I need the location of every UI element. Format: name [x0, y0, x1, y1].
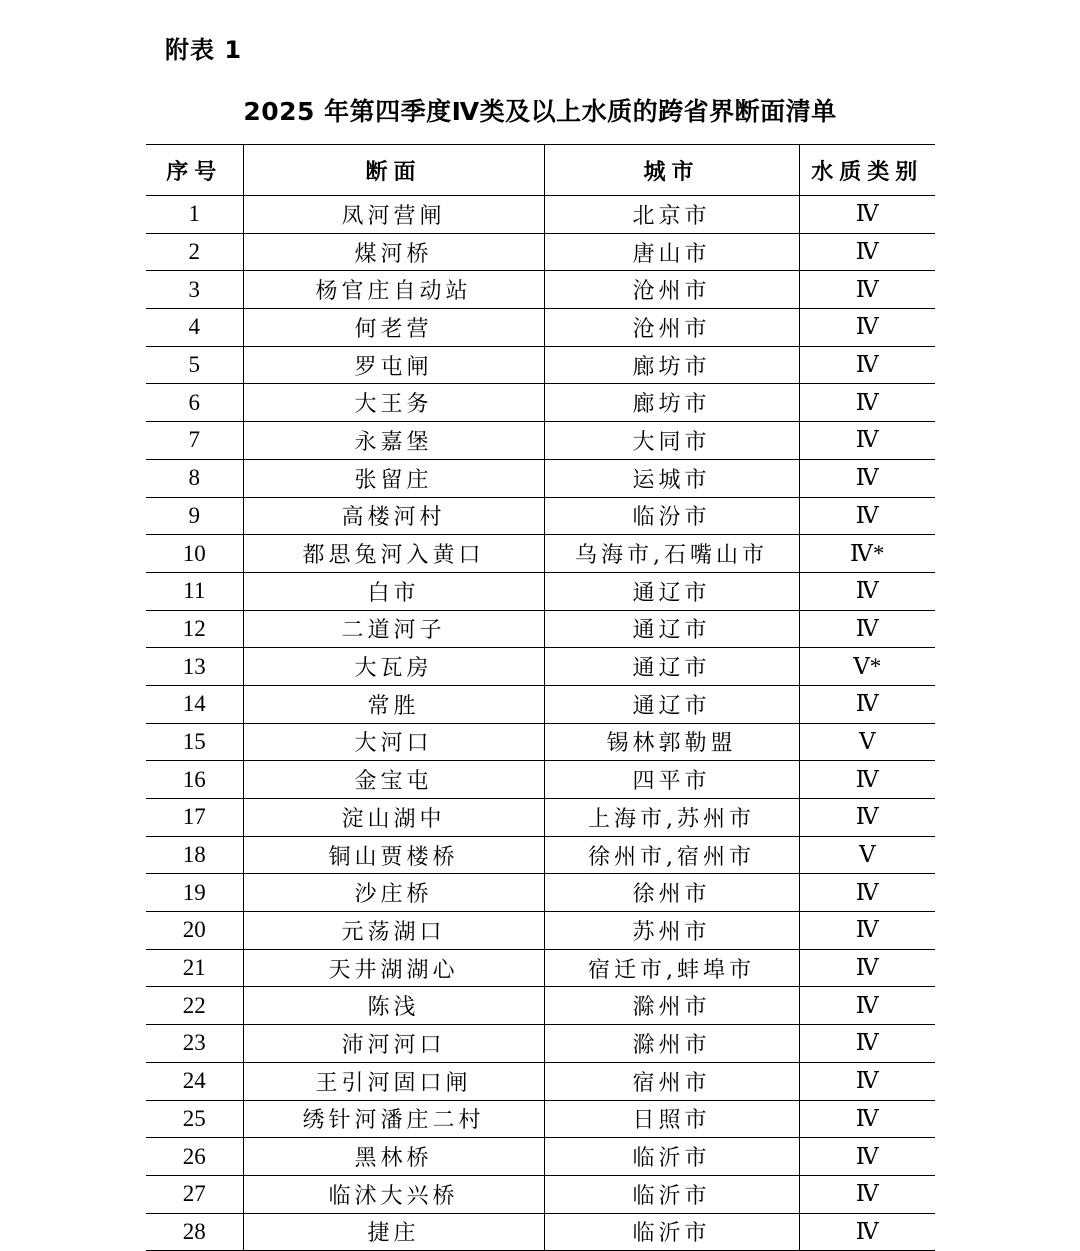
- table-row: [146, 233, 935, 271]
- city-name: 临沂市: [544, 1213, 799, 1251]
- table-row: [146, 949, 935, 987]
- section-name: 凤河营闸: [243, 196, 544, 234]
- city-name: 通辽市: [544, 572, 799, 610]
- water-quality-class: Ⅳ: [799, 384, 935, 422]
- water-quality-class: Ⅳ: [799, 233, 935, 271]
- city-name: 滁州市: [544, 987, 799, 1025]
- section-name: 煤河桥: [243, 233, 544, 271]
- section-name: 杨官庄自动站: [243, 271, 544, 309]
- row-number: 7: [146, 422, 243, 460]
- section-name: 大瓦房: [243, 648, 544, 686]
- row-number: 17: [146, 799, 243, 837]
- section-name: 元荡湖口: [243, 912, 544, 950]
- row-number: 11: [146, 572, 243, 610]
- table-row: [146, 648, 935, 686]
- city-name: 上海市,苏州市: [544, 799, 799, 837]
- water-quality-class: Ⅴ*: [799, 648, 935, 686]
- row-number: 20: [146, 912, 243, 950]
- city-name: 廊坊市: [544, 384, 799, 422]
- water-quality-class: Ⅳ: [799, 912, 935, 950]
- water-quality-class: Ⅳ: [799, 685, 935, 723]
- row-number: 6: [146, 384, 243, 422]
- section-name: 天井湖湖心: [243, 949, 544, 987]
- section-name: 临沭大兴桥: [243, 1175, 544, 1213]
- row-number: 8: [146, 459, 243, 497]
- section-name: 大河口: [243, 723, 544, 761]
- city-name: 通辽市: [544, 648, 799, 686]
- city-name: 唐山市: [544, 233, 799, 271]
- row-number: 19: [146, 874, 243, 912]
- water-quality-class: Ⅳ: [799, 761, 935, 799]
- section-name: 白市: [243, 572, 544, 610]
- section-name: 罗屯闸: [243, 346, 544, 384]
- city-name: 徐州市,宿州市: [544, 836, 799, 874]
- city-name: 通辽市: [544, 685, 799, 723]
- section-name: 张留庄: [243, 459, 544, 497]
- city-name: 日照市: [544, 1100, 799, 1138]
- attachment-label: 附表 1: [165, 36, 243, 64]
- row-number: 5: [146, 346, 243, 384]
- row-number: 25: [146, 1100, 243, 1138]
- document-title: 2025 年第四季度Ⅳ类及以上水质的跨省界断面清单: [243, 97, 837, 126]
- section-name: 高楼河村: [243, 497, 544, 535]
- table-row: [146, 1213, 935, 1251]
- table-row: [146, 497, 935, 535]
- table-row: [146, 535, 935, 573]
- row-number: 22: [146, 987, 243, 1025]
- row-number: 27: [146, 1175, 243, 1213]
- city-name: 乌海市,石嘴山市: [544, 535, 799, 573]
- city-name: 临沂市: [544, 1175, 799, 1213]
- section-name: 黑林桥: [243, 1138, 544, 1176]
- header-no: 序号: [146, 145, 243, 196]
- table-row: [146, 572, 935, 610]
- section-name: 二道河子: [243, 610, 544, 648]
- city-name: 运城市: [544, 459, 799, 497]
- row-number: 4: [146, 309, 243, 347]
- table-row: [146, 346, 935, 384]
- city-name: 徐州市: [544, 874, 799, 912]
- water-quality-class: Ⅳ: [799, 1100, 935, 1138]
- water-quality-class: Ⅳ: [799, 1213, 935, 1251]
- row-number: 1: [146, 196, 243, 234]
- water-quality-class: Ⅳ: [799, 949, 935, 987]
- water-quality-class: Ⅳ: [799, 346, 935, 384]
- row-number: 10: [146, 535, 243, 573]
- table-row: [146, 1175, 935, 1213]
- section-name: 王引河固口闸: [243, 1062, 544, 1100]
- table-row: [146, 836, 935, 874]
- table-row: [146, 384, 935, 422]
- water-quality-class: Ⅳ: [799, 271, 935, 309]
- city-name: 临沂市: [544, 1138, 799, 1176]
- header-section: 断面: [243, 145, 544, 196]
- section-name: 淀山湖中: [243, 799, 544, 837]
- section-name: 捷庄: [243, 1213, 544, 1251]
- row-number: 23: [146, 1025, 243, 1063]
- table-body: [146, 196, 935, 1251]
- table-row: [146, 271, 935, 309]
- water-quality-class: Ⅳ: [799, 572, 935, 610]
- header-row: [146, 145, 935, 196]
- water-quality-class: Ⅳ: [799, 497, 935, 535]
- row-number: 18: [146, 836, 243, 874]
- section-name: 常胜: [243, 685, 544, 723]
- row-number: 28: [146, 1213, 243, 1251]
- section-name: 大王务: [243, 384, 544, 422]
- row-number: 3: [146, 271, 243, 309]
- city-name: 临汾市: [544, 497, 799, 535]
- row-number: 9: [146, 497, 243, 535]
- section-name: 永嘉堡: [243, 422, 544, 460]
- city-name: 北京市: [544, 196, 799, 234]
- table-row: [146, 1062, 935, 1100]
- row-number: 26: [146, 1138, 243, 1176]
- section-name: 沛河河口: [243, 1025, 544, 1063]
- row-number: 14: [146, 685, 243, 723]
- water-quality-class: Ⅴ: [799, 836, 935, 874]
- section-name: 都思兔河入黄口: [243, 535, 544, 573]
- city-name: 廊坊市: [544, 346, 799, 384]
- table-header: [146, 145, 935, 196]
- table-row: [146, 196, 935, 234]
- water-quality-class: Ⅳ: [799, 196, 935, 234]
- water-quality-class: Ⅳ: [799, 309, 935, 347]
- table-row: [146, 912, 935, 950]
- water-quality-class: Ⅳ: [799, 1025, 935, 1063]
- water-quality-class: Ⅳ: [799, 1138, 935, 1176]
- section-name: 沙庄桥: [243, 874, 544, 912]
- section-name: 何老营: [243, 309, 544, 347]
- city-name: 沧州市: [544, 309, 799, 347]
- table-row: [146, 987, 935, 1025]
- water-quality-class: Ⅳ: [799, 1062, 935, 1100]
- water-quality-class: Ⅳ: [799, 459, 935, 497]
- section-name: 陈浅: [243, 987, 544, 1025]
- row-number: 16: [146, 761, 243, 799]
- row-number: 15: [146, 723, 243, 761]
- table-row: [146, 422, 935, 460]
- row-number: 13: [146, 648, 243, 686]
- table-row: [146, 459, 935, 497]
- header-quality: 水质类别: [799, 145, 935, 196]
- table-row: [146, 723, 935, 761]
- table-row: [146, 1100, 935, 1138]
- header-city: 城市: [544, 145, 799, 196]
- table-row: [146, 761, 935, 799]
- water-quality-class: Ⅳ: [799, 799, 935, 837]
- section-name: 铜山贾楼桥: [243, 836, 544, 874]
- water-quality-class: Ⅳ: [799, 1175, 935, 1213]
- section-name: 绣针河潘庄二村: [243, 1100, 544, 1138]
- table-row: [146, 874, 935, 912]
- water-quality-class: Ⅳ: [799, 874, 935, 912]
- row-number: 2: [146, 233, 243, 271]
- row-number: 21: [146, 949, 243, 987]
- table-row: [146, 610, 935, 648]
- city-name: 锡林郭勒盟: [544, 723, 799, 761]
- water-quality-class: Ⅳ: [799, 987, 935, 1025]
- row-number: 12: [146, 610, 243, 648]
- water-quality-class: Ⅳ: [799, 422, 935, 460]
- city-name: 大同市: [544, 422, 799, 460]
- city-name: 通辽市: [544, 610, 799, 648]
- row-number: 24: [146, 1062, 243, 1100]
- city-name: 四平市: [544, 761, 799, 799]
- section-list-table: [146, 144, 935, 1251]
- water-quality-class: Ⅳ: [799, 610, 935, 648]
- table-row: [146, 685, 935, 723]
- city-name: 沧州市: [544, 271, 799, 309]
- section-name: 金宝屯: [243, 761, 544, 799]
- water-quality-class: Ⅳ*: [799, 535, 935, 573]
- city-name: 宿州市: [544, 1062, 799, 1100]
- table-row: [146, 799, 935, 837]
- table-row: [146, 1025, 935, 1063]
- city-name: 滁州市: [544, 1025, 799, 1063]
- city-name: 宿迁市,蚌埠市: [544, 949, 799, 987]
- city-name: 苏州市: [544, 912, 799, 950]
- table-row: [146, 1138, 935, 1176]
- water-quality-class: Ⅴ: [799, 723, 935, 761]
- table-row: [146, 309, 935, 347]
